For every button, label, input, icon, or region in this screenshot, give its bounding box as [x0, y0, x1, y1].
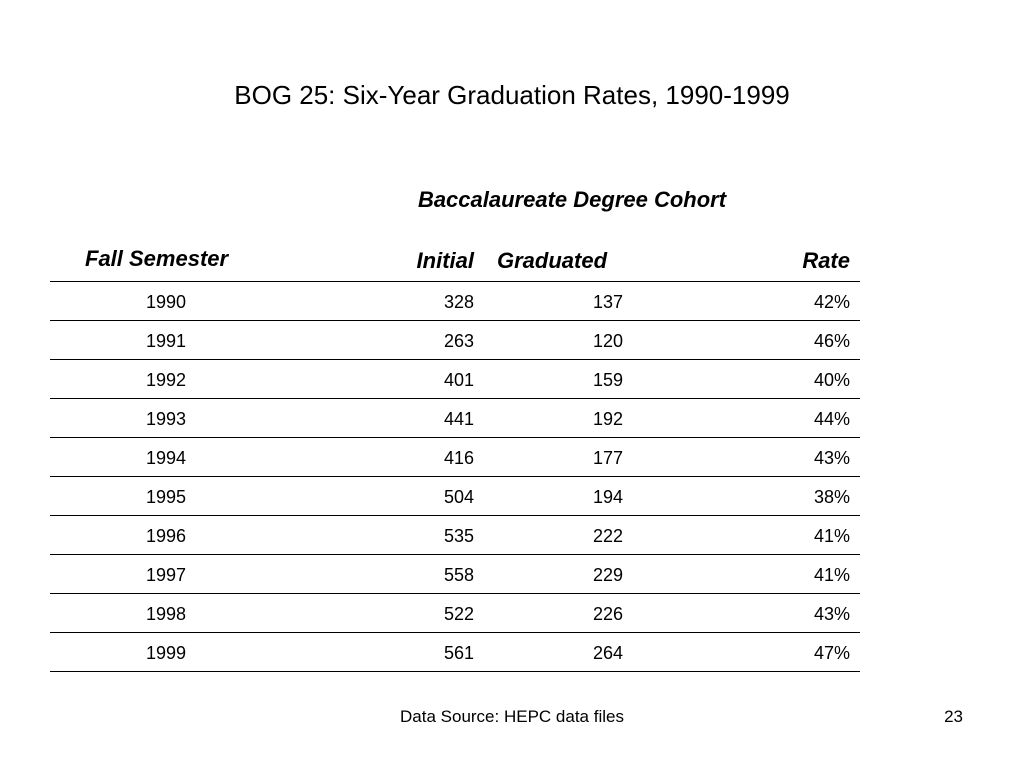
table-row — [50, 282, 860, 321]
table-row — [50, 594, 860, 633]
initial-cell: 328 — [443, 292, 474, 312]
semester-cell: 1998 — [145, 604, 187, 624]
page-number: 23 — [944, 707, 963, 726]
rate-cell: 44% — [813, 409, 850, 429]
table-row — [50, 438, 860, 477]
table-row — [50, 477, 860, 516]
rate-cell: 41% — [813, 565, 850, 585]
graduated-cell: 192 — [592, 409, 623, 429]
graduated-cell: 137 — [592, 292, 623, 312]
rate-cell: 38% — [813, 487, 850, 507]
semester-cell: 1992 — [145, 370, 187, 390]
graduated-cell: 159 — [592, 370, 623, 390]
cohort-heading: Baccalaureate Degree Cohort — [417, 187, 727, 212]
data-source-footer: Data Source: HEPC data files — [400, 707, 624, 726]
rate-cell: 43% — [813, 448, 850, 468]
initial-cell: 561 — [443, 643, 474, 663]
semester-cell: 1991 — [145, 331, 187, 351]
table-row — [50, 321, 860, 360]
semester-cell: 1997 — [145, 565, 187, 585]
header-graduated: Graduated — [497, 248, 608, 273]
semester-cell: 1994 — [145, 448, 187, 468]
graduated-cell: 264 — [592, 643, 623, 663]
rate-cell: 41% — [813, 526, 850, 546]
graduated-cell: 177 — [592, 448, 623, 468]
table-header-row — [50, 240, 860, 282]
rate-cell: 40% — [813, 370, 850, 390]
semester-cell: 1995 — [145, 487, 187, 507]
initial-cell: 263 — [443, 331, 474, 351]
header-rate: Rate — [802, 248, 850, 273]
graduated-cell: 226 — [592, 604, 623, 624]
initial-cell: 401 — [443, 370, 474, 390]
graduated-cell: 120 — [592, 331, 623, 351]
initial-cell: 558 — [443, 565, 474, 585]
initial-cell: 416 — [443, 448, 474, 468]
initial-cell: 535 — [443, 526, 474, 546]
table-row — [50, 360, 860, 399]
initial-cell: 504 — [443, 487, 474, 507]
table-row — [50, 516, 860, 555]
semester-cell: 1999 — [145, 643, 187, 663]
header-initial: Initial — [416, 248, 474, 273]
graduated-cell: 229 — [592, 565, 623, 585]
rate-cell: 47% — [813, 643, 850, 663]
semester-cell: 1990 — [145, 292, 187, 312]
semester-cell: 1996 — [145, 526, 187, 546]
graduated-cell: 194 — [592, 487, 623, 507]
initial-cell: 522 — [443, 604, 474, 624]
table-row — [50, 399, 860, 438]
header-fall-semester: Fall Semester — [85, 246, 229, 271]
slide-title: BOG 25: Six-Year Graduation Rates, 1990-1999 — [234, 80, 790, 110]
table-row — [50, 633, 860, 672]
table-row — [50, 555, 860, 594]
rate-cell: 43% — [813, 604, 850, 624]
initial-cell: 441 — [443, 409, 474, 429]
semester-cell: 1993 — [145, 409, 187, 429]
graduation-rates-table — [50, 240, 860, 672]
rate-cell: 42% — [813, 292, 850, 312]
rate-cell: 46% — [813, 331, 850, 351]
graduated-cell: 222 — [592, 526, 623, 546]
